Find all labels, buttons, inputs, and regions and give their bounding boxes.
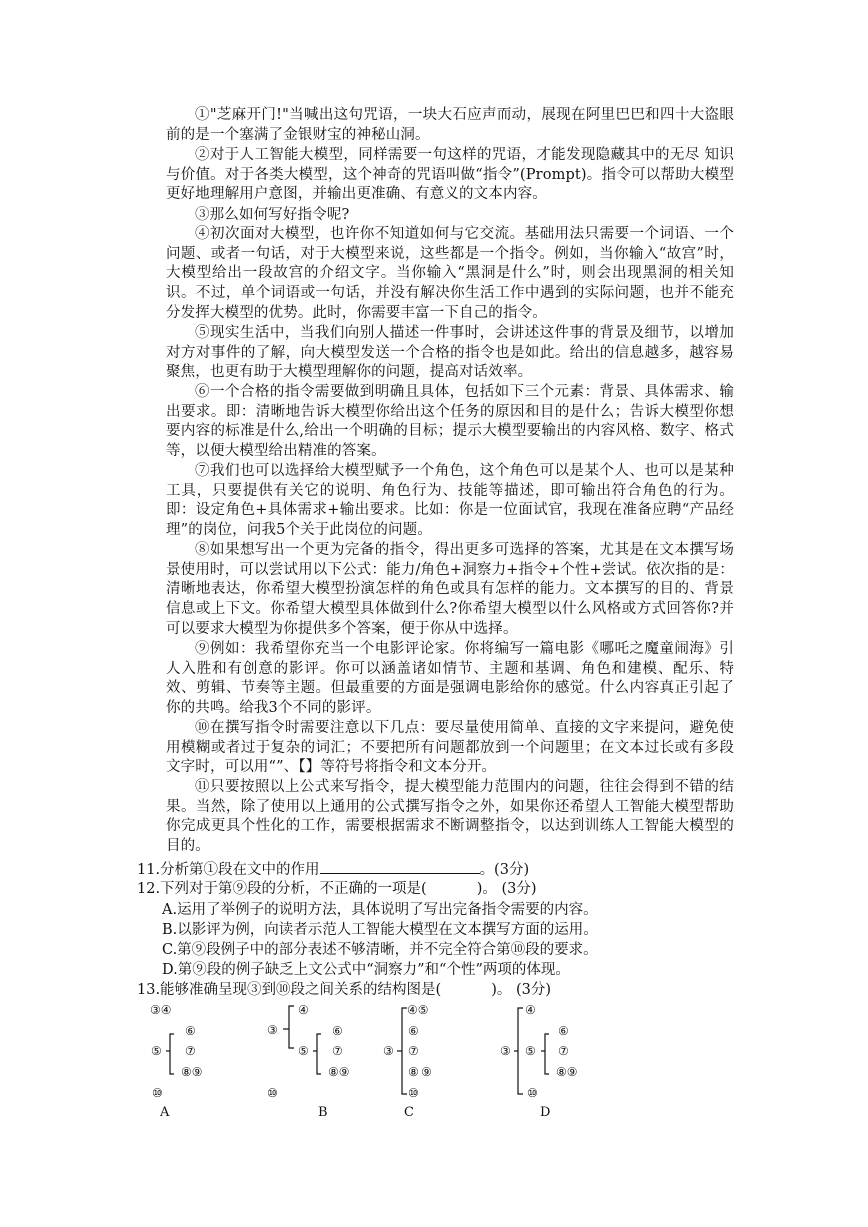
diagram-a-bottom: ⑩ [152,1086,163,1100]
diagram-d-label: D [540,1105,551,1120]
paragraph-7: ⑦我们也可以选择给大模型赋予一个角色，这个角色可以是某个人、也可以是某种工具，只要提供有关它的说明、角色行为、技能等描述，即可输出符合角色的行为。即：设定角色+具体需求+输出要求。比如：你是一位面试官，我现在准备应聘“产品经理”的岗位，问我5个关于此岗位的问题。 [166,463,734,539]
diagram-a-b2: ⑦ [185,1044,196,1058]
diagram-c-b5: ⑨ [421,1065,432,1079]
diagram-d-root: ③ [500,1044,511,1058]
question-11-suffix: 。(3分) [479,862,530,878]
diagram-d-bottom: ⑩ [527,1086,538,1100]
diagram-b-mid: ⑤ [298,1044,309,1058]
diagram-d-b2: ⑦ [558,1044,569,1058]
diagram-a[interactable] [150,1003,203,1120]
diagram-a-label: A [160,1105,170,1120]
question-13-stem-end: )。 (3分) [491,982,552,998]
diagram-b-b1: ⑥ [332,1024,343,1038]
diagram-c-b3: ⑦ [408,1044,419,1058]
diagram-a-b1: ⑥ [185,1024,196,1038]
diagram-c-b1: ④⑤ [407,1003,429,1017]
diagram-d-top: ④ [525,1003,536,1017]
question-12-stem: 12.下列对于第⑨段的分析，不正确的一项是( [137,881,427,897]
diagram-c-label: C [404,1105,414,1120]
diagram-c-brace [402,1008,407,1094]
paragraph-10: ⑩在撰写指令时需要注意以下几点：要尽量使用简单、直接的文字来提问，避免使用模糊或者过于复杂的词汇；不要把所有问题都放到一个问题里；在文本过长或有多段文字时，可以用“”、【】等符号将指令和文本分开。 [166,720,734,776]
diagram-d[interactable] [500,1003,578,1120]
diagram-b-b2: ⑦ [332,1044,343,1058]
q12-option-a[interactable]: A.运用了举例子的说明方法，具体说明了写出完备指令需要的内容。 [162,902,598,918]
paragraph-2: ②对于人工智能大模型，同样需要一句这样的咒语，才能发现隐藏其中的无尽 知识与价值。对于各类大模型，这个神奇的咒语叫做“指令”(Prompt)。指令可以帮助大模型更好地理解用户意图，并输出更准确、有意义的文本内容。 [166,147,734,203]
diagram-a-top: ③④ [150,1003,172,1017]
question-13-stem: 13.能够准确呈现③到⑩段之间关系的结构图是( [137,982,442,998]
paragraph-5: ⑤现实生活中，当我们向别人描述一件事时，会讲述这件事的背景及细节，以增加对方对事件的了解，向大模型发送一个合格的指令也是如此。给出的信息越多，越容易聚焦，也更有助于大模型理解你的问题，提高对话效率。 [166,325,734,381]
paragraph-6: ⑥一个合格的指令需要做到明确且具体，包括如下三个元素：背景、具体需求、输出要求。即：清晰地告诉大模型你给出这个任务的原因和目的是什么；告诉大模型你想要内容的标准是什么,给出一个明确的目标；提示大模型要输出的内容风格、数字、格式等，以便大模型给出精准的答案。 [166,384,734,460]
paragraph-3: ③那么如何写好指令呢? [195,207,350,223]
paragraph-8: ⑧如果想写出一个更为完备的指令，得出更多可选择的答案，尤其是在文本撰写场景使用时，可以尝试用以下公式：能力/角色+洞察力+指令+个性+尝试。依次指的是：清晰地表达，你希望大模型扮演怎样的角色或具有怎样的能力。文本撰写的目的、背景信息或上下文。你希望大模型具体做到什么?你希望大模型以什么风格或方式回答你?并可以要求大模型为你提供多个答案，便于你从中选择。 [166,542,734,637]
paragraph-11: ⑪只要按照以上公式来写指令，提大模型能力范围内的问题，往往会得到不错的结果。当然，除了使用以上通用的公式撰写指令之外，如果你还希望人工智能大模型帮助你完成更具个性化的工作，需要根据需求不断调整指令，以达到训练人工智能大模型的目的。 [166,779,734,855]
diagram-c-b6: ⑩ [408,1086,419,1100]
question-12-stem-end: )。 (3分) [476,881,537,897]
paragraph-1: ①"芝麻开门!"当喊出这句咒语，一块大石应声而动，展现在阿里巴巴和四十大盗眼前的是一个塞满了金银财宝的神秘山洞。 [166,107,734,143]
q12-option-c[interactable]: C.第⑨段例子中的部分表述不够清晰，并不完全符合第⑩段的要求。 [162,942,598,958]
q12-option-b[interactable]: B.以影评为例，向读者示范人工智能大模型在文本撰写方面的运用。 [162,922,598,938]
diagram-b-brace-outer [289,1006,294,1048]
diagram-d-b3: ⑧⑨ [556,1065,578,1079]
question-11-prefix: 11.分析第①段在文中的作用 [137,862,320,878]
diagram-b[interactable] [267,1003,350,1120]
diagram-c-b2: ⑥ [408,1024,419,1038]
diagram-a-mid: ⑤ [151,1044,162,1058]
diagram-c[interactable] [383,1003,432,1120]
q12-option-d[interactable]: D.第⑨段的例子缺乏上文公式中“洞察力”和“个性”两项的体现。 [162,962,570,978]
diagram-d-mid: ⑤ [525,1044,536,1058]
diagram-b-b3: ⑧⑨ [328,1065,350,1079]
diagram-c-b4: ⑧ [408,1065,419,1079]
diagram-a-b3: ⑧⑨ [181,1065,203,1079]
diagram-b-root: ③ [267,1023,278,1037]
paragraph-9: ⑨例如：我希望你充当一个电影评论家。你将编写一篇电影《哪吒之魔童闹海》引人入胜和有创意的影评。你可以涵盖诸如情节、主题和基调、角色和建模、配乐、特效、剪辑、节奏等主题。但最重要的方面是强调电影给你的感觉。什么内容真正引起了你的共鸣。给我3个不同的影评。 [166,641,734,717]
diagram-b-bottom: ⑩ [267,1086,278,1100]
diagram-a-brace [170,1034,174,1074]
diagram-b-brace-inner [317,1034,321,1074]
diagram-b-label: B [318,1105,328,1120]
diagram-d-brace-inner [545,1034,549,1074]
diagram-d-brace-outer [518,1008,523,1094]
paragraph-4: ④初次面对大模型，也许你不知道如何与它交流。基础用法只需要一个词语、一个问题、或者一句话，对于大模型来说，这些都是一个指令。例如，当你输入“故宫”时，大模型给出一段故宫的介绍文字。当你输入“黑洞是什么”时，则会出现黑洞的相关知识。不过，单个词语或一句话，并没有解决你生活工作中遇到的实际问题，也并不能充分发挥大模型的优势。此时，你需要丰富一下自己的指令。 [166,226,734,321]
diagram-d-b1: ⑥ [558,1024,569,1038]
diagram-b-top: ④ [298,1003,309,1017]
diagram-c-root: ③ [383,1044,394,1058]
